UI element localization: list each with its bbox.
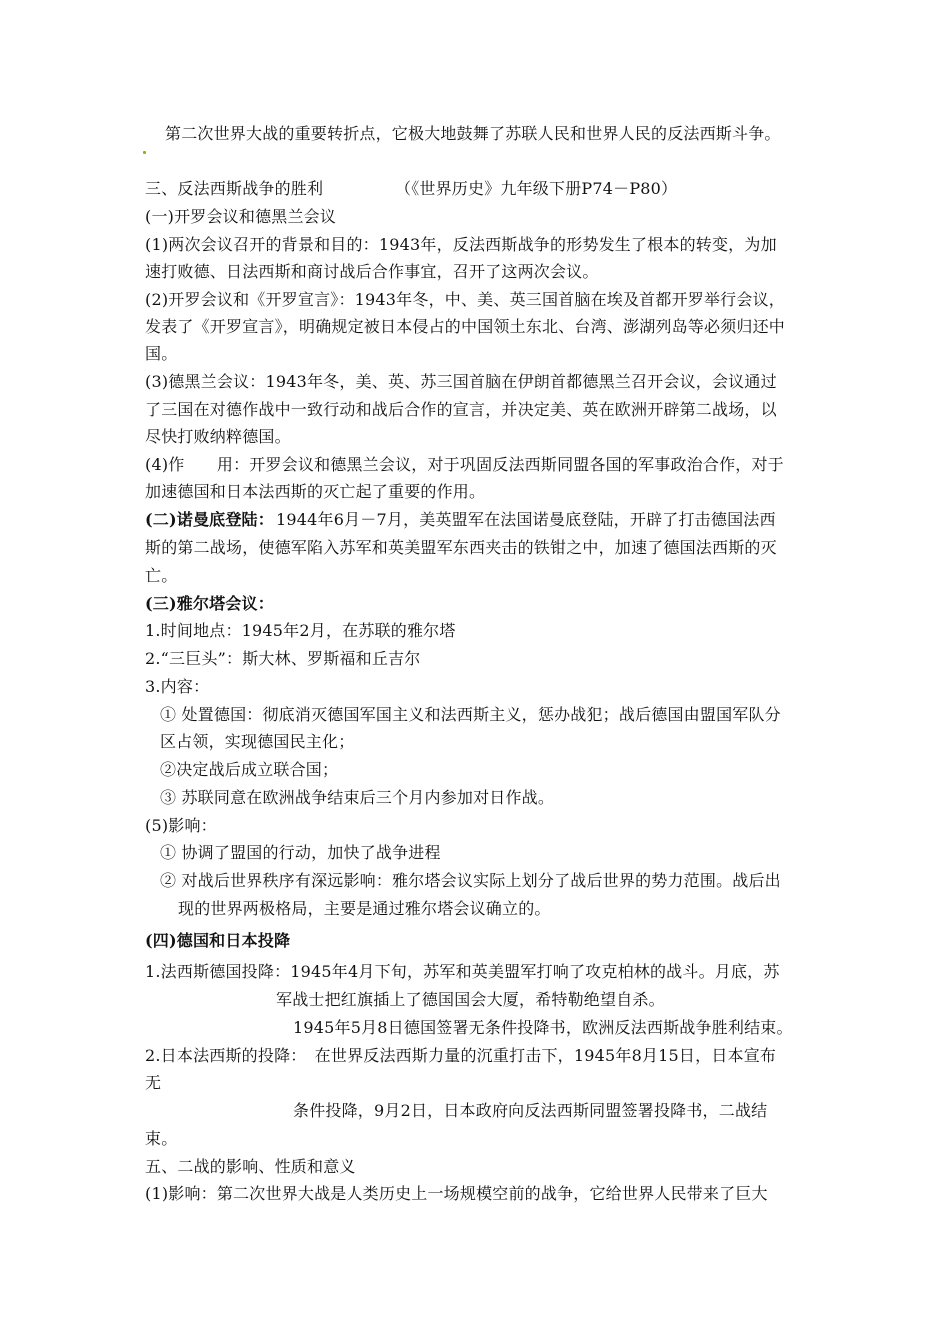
- text-line: (1)影响：第二次世界大战是人类历史上一场规模空前的战争，它给世界人民带来了巨大: [145, 1184, 768, 1203]
- list-item: ① 处置德国：彻底消灭德国军国主义和法西斯主义，惩办战犯；战后德国由盟国军队分: [160, 705, 781, 724]
- text-line: 亡。: [145, 566, 178, 585]
- list-item: ②决定战后成立联合国；: [160, 760, 339, 779]
- text-line: 加速德国和日本法西斯的灭亡起了重要的作用。: [145, 482, 486, 501]
- text-line: 1944年6月－7月，美英盟军在法国诺曼底登陆，开辟了打击德国法西: [276, 510, 776, 529]
- section-heading: 五、二战的影响、性质和意义: [145, 1157, 356, 1176]
- text-line: 1.时间地点：1945年2月，在苏联的雅尔塔: [145, 621, 456, 640]
- list-item-continuation: 区占领，实现德国民主化；: [160, 732, 355, 751]
- text-line: 了三国在对德作战中一致行动和战后合作的宣言，并决定美、英在欧洲开辟第二战场，以: [145, 400, 777, 419]
- subheading-bold: (四)德国和日本投降: [145, 931, 291, 950]
- textbook-reference: （《世界历史》九年级下册P74－P80）: [395, 179, 678, 198]
- mark-dot: [143, 151, 146, 154]
- list-item-continuation: 现的世界两极格局，主要是通过雅尔塔会议确立的。: [178, 899, 551, 918]
- text-line: (4)作 用：开罗会议和德黑兰会议，对于巩固反法西斯同盟各国的军事政治合作，对于: [145, 455, 784, 474]
- text-line-indented: 军战士把红旗插上了德国国会大厦，希特勒绝望自杀。: [276, 990, 665, 1009]
- text-line: 发表了《开罗宣言》，明确规定被日本侵占的中国领土东北、台湾、澎湖列岛等必须归还中: [145, 317, 786, 336]
- list-item: ③ 苏联同意在欧洲战争结束后三个月内参加对日作战。: [160, 788, 555, 807]
- text-line: 3.内容：: [145, 677, 210, 696]
- list-item: ① 协调了盟国的行动，加快了战争进程: [160, 843, 441, 862]
- text-line-indented: 条件投降，9月2日，日本政府向反法西斯同盟签署投降书，二战结: [293, 1101, 768, 1120]
- list-item: ② 对战后世界秩序有深远影响：雅尔塔会议实际上划分了战后世界的势力范围。战后出: [160, 871, 781, 890]
- text-line: (3)德黑兰会议：1943年冬，美、英、苏三国首脑在伊朗首都德黑兰召开会议，会议通过: [145, 372, 777, 391]
- section-heading: 三、反法西斯战争的胜利: [145, 179, 324, 198]
- text-line: 2.日本法西斯的投降： 在世界反法西斯力量的沉重打击下，1945年8月15日，日本宣布: [145, 1046, 777, 1065]
- subheading-bold: (三)雅尔塔会议：: [145, 594, 274, 613]
- text-line: 尽快打败纳粹德国。: [145, 427, 291, 446]
- text-line: 国。: [145, 344, 178, 363]
- text-line: 速打败德、日法西斯和商讨战后合作事宜，召开了这两次会议。: [145, 262, 599, 281]
- subheading: (一)开罗会议和德黑兰会议: [145, 207, 337, 226]
- text-line: 1.法西斯德国投降：1945年4月下旬，苏军和英美盟军打响了攻克柏林的战斗。月底，苏: [145, 962, 780, 981]
- text-line: (1)两次会议召开的背景和目的：1943年，反法西斯战争的形势发生了根本的转变，为加: [145, 235, 777, 254]
- text-line: (5)影响：: [145, 816, 217, 835]
- text-line: 斯的第二战场，使德军陷入苏军和英美盟军东西夹击的铁钳之中，加速了德国法西斯的灭: [145, 538, 777, 557]
- text-line-indented: 1945年5月8日德国签署无条件投降书，欧洲反法西斯战争胜利结束。: [293, 1018, 793, 1037]
- text-line: 束。: [145, 1129, 178, 1148]
- text-line-continuation: 第二次世界大战的重要转折点，它极大地鼓舞了苏联人民和世界人民的反法西斯斗争。: [165, 124, 781, 143]
- text-line: (2)开罗会议和《开罗宣言》：1943年冬，中、美、英三国首脑在埃及首都开罗举行会议，: [145, 290, 785, 309]
- subheading-bold: (二)诺曼底登陆：: [145, 510, 274, 529]
- text-line: 2.“三巨头”：斯大林、罗斯福和丘吉尔: [145, 649, 421, 668]
- text-line: 无: [145, 1073, 162, 1092]
